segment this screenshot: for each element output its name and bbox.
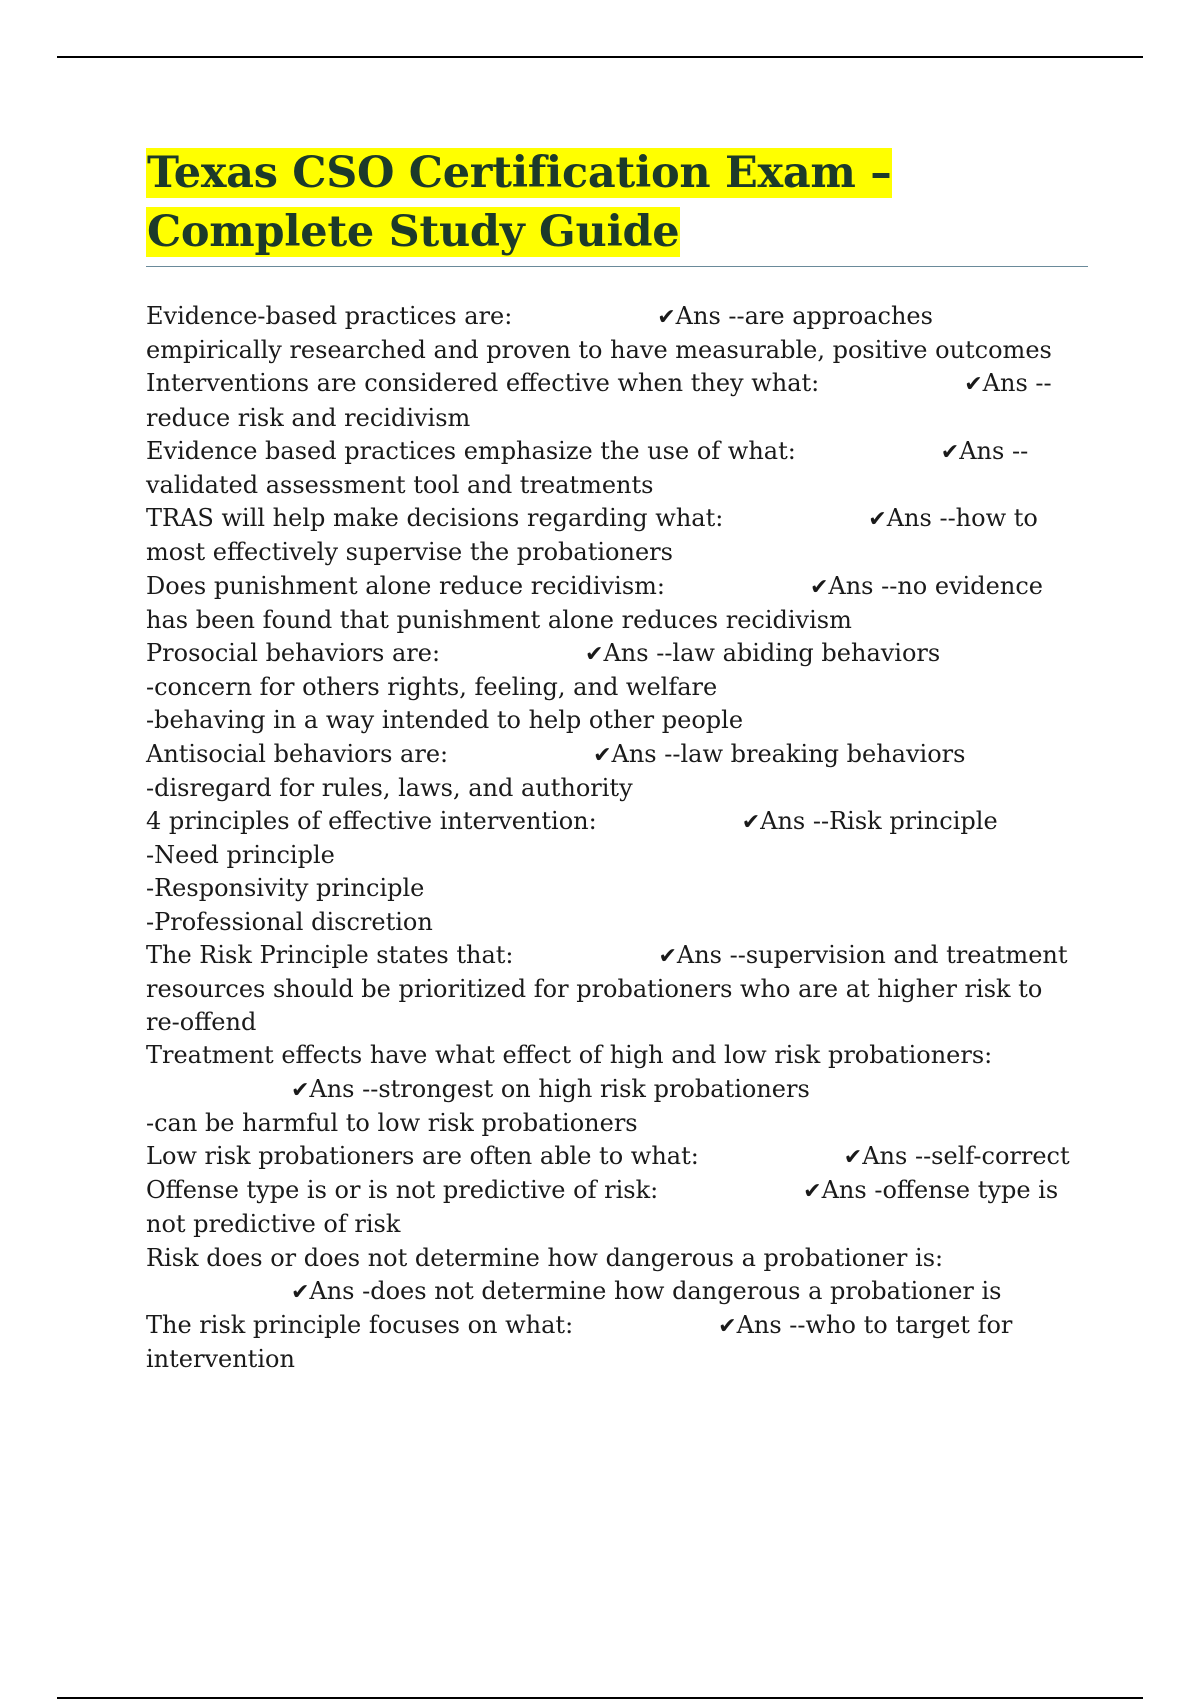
check-icon: ✔ xyxy=(593,742,612,768)
question-text: Antisocial behaviors are: xyxy=(146,739,449,768)
answer-line: -concern for others rights, feeling, and welfare xyxy=(146,673,718,702)
answer-line: -Responsivity principle xyxy=(146,874,425,903)
check-icon: ✔ xyxy=(940,439,960,465)
qa-item xyxy=(146,300,1076,367)
check-icon: ✔ xyxy=(741,810,761,836)
answer-text: Ans --strongest on high risk probationers xyxy=(309,1074,810,1103)
answer-text: Ans --are approaches empirically researched and proven to have measurable, positive outcomes xyxy=(146,302,1052,365)
check-icon: ✔ xyxy=(809,574,829,600)
answer-line: -disregard for rules, laws, and authority xyxy=(146,773,633,802)
answer-text: Ans --no evidence has been found that punishment alone reduces recidivism xyxy=(146,571,1043,634)
page-title xyxy=(146,144,1096,262)
answer-text: Ans --how to most effectively supervise the probationers xyxy=(146,504,1038,567)
qa-item xyxy=(146,570,1076,637)
answer-text: Ans --law abiding behaviors xyxy=(603,639,941,668)
qa-item xyxy=(146,738,1076,805)
question-text: Evidence-based practices are: xyxy=(146,302,513,330)
question-text: TRAS will help make decisions regarding what: xyxy=(146,504,724,533)
check-icon: ✔ xyxy=(718,1314,737,1340)
question-text: Offense type is or is not predictive of risk: xyxy=(146,1176,659,1205)
qa-item xyxy=(146,435,1076,502)
question-text: 4 principles of effective intervention: xyxy=(146,807,597,836)
title-underline xyxy=(146,266,1088,267)
qa-item xyxy=(146,1140,1076,1174)
qa-item xyxy=(146,1174,1076,1241)
answer-text: Ans --supervision and treatment resources should be prioritized for probationers who are at higher risk to re-offend xyxy=(146,940,1068,1037)
question-text: Interventions are considered effective when they what: xyxy=(146,369,820,398)
qa-item xyxy=(146,939,1076,1040)
check-icon: ✔ xyxy=(658,943,677,969)
qa-item xyxy=(146,1309,1076,1376)
qa-item xyxy=(146,1039,1076,1140)
answer-line: -Need principle xyxy=(146,841,335,870)
qa-item xyxy=(146,805,1076,939)
answer-text: Ans --validated assessment tool and treatments xyxy=(146,436,1029,500)
answer-text: Ans --Risk principle xyxy=(760,807,998,836)
answer-text: Ans --self-correct xyxy=(862,1142,1070,1171)
answer-text: Ans -offense type is not predictive of risk xyxy=(146,1176,1059,1239)
page-title-text: Texas CSO Certification Exam – Complete Study Guide xyxy=(147,148,892,257)
check-icon: ✔ xyxy=(585,642,604,668)
answer-text: Ans --reduce risk and recidivism xyxy=(146,369,1052,432)
qa-item xyxy=(146,1242,1076,1309)
answer-text: Ans --law breaking behaviors xyxy=(611,739,966,768)
check-icon: ✔ xyxy=(657,305,676,330)
footer-rule xyxy=(57,1697,1143,1699)
check-icon: ✔ xyxy=(803,1179,822,1205)
answer-line: -behaving in a way intended to help other people xyxy=(146,706,744,735)
check-icon: ✔ xyxy=(964,372,983,398)
question-text: Evidence based practices emphasize the use of what: xyxy=(146,436,796,465)
question-text: The Risk Principle states that: xyxy=(146,940,514,969)
answer-text: Ans --who to target for intervention xyxy=(146,1311,1013,1374)
question-text: Risk does or does not determine how dangerous a probationer is: xyxy=(146,1243,944,1272)
qa-item xyxy=(146,502,1076,569)
check-icon: ✔ xyxy=(843,1145,863,1171)
answer-line: -can be harmful to low risk probationers xyxy=(146,1108,638,1137)
answer-line: -Professional discretion xyxy=(146,907,433,936)
qa-item xyxy=(146,367,1076,434)
question-text: Prosocial behaviors are: xyxy=(146,639,441,668)
question-text: Low risk probationers are often able to what: xyxy=(146,1142,699,1171)
check-icon: ✔ xyxy=(290,1077,310,1103)
question-text: Does punishment alone reduce recidivism: xyxy=(146,571,665,600)
question-text: Treatment effects have what effect of high and low risk probationers: xyxy=(146,1041,993,1070)
check-icon: ✔ xyxy=(868,507,887,533)
study-guide-content xyxy=(146,300,1076,1377)
header-rule xyxy=(57,56,1143,58)
check-icon: ✔ xyxy=(290,1279,310,1305)
answer-text: Ans -does not determine how dangerous a probationer is xyxy=(309,1276,1002,1305)
question-text: The risk principle focuses on what: xyxy=(146,1311,574,1340)
qa-item xyxy=(146,637,1076,738)
title-block xyxy=(146,144,1096,262)
